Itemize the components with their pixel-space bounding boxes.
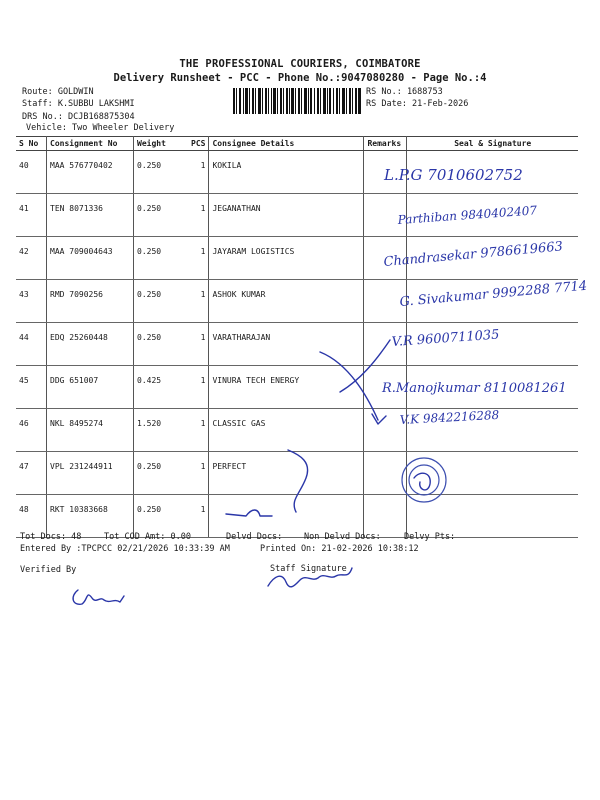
cell-consignment: RKT 10383668: [47, 495, 134, 538]
cell-consignee: ASHOK KUMAR: [209, 280, 364, 323]
cell-consignment: DDG 651007: [47, 366, 134, 409]
verified-by-signature: [73, 590, 124, 604]
cell-sno: 48: [16, 495, 47, 538]
cell-weight: 1.520: [134, 409, 189, 452]
vehicle-label: Vehicle: Two Wheeler Delivery: [26, 123, 175, 133]
cell-consignment: MAA 709004643: [47, 237, 134, 280]
cell-consignment: MAA 576770402: [47, 151, 134, 194]
cell-pcs: 1: [188, 151, 209, 194]
staff-signature-mark: [268, 568, 352, 587]
handwriting-row-42: Chandrasekar 9786619663: [383, 239, 564, 270]
cell-consignment: VPL 231244911: [47, 452, 134, 495]
tot-cod: Tot COD Amt: 0.00: [104, 532, 191, 542]
cell-sno: 45: [16, 366, 47, 409]
cell-consignee: JEGANATHAN: [209, 194, 364, 237]
cell-weight: 0.250: [134, 323, 189, 366]
handwriting-row-43: G. Sivakumar 9992288 7714: [399, 278, 588, 310]
cell-consignment: EDQ 25260448: [47, 323, 134, 366]
cell-weight: 0.250: [134, 194, 189, 237]
col-remarks: Remarks: [364, 137, 407, 151]
cell-pcs: 1: [188, 194, 209, 237]
cell-weight: 0.250: [134, 280, 189, 323]
cell-consignee: VINURA TECH ENERGY: [209, 366, 364, 409]
route-label: Route: GOLDWIN: [22, 87, 94, 97]
cell-pcs: 1: [188, 237, 209, 280]
col-weight: Weight: [134, 137, 189, 151]
runsheet-subtitle: Delivery Runsheet - PCC - Phone No.:9047080280 - Page No.:4: [113, 72, 487, 84]
cell-sno: 46: [16, 409, 47, 452]
handwritten-dash-signature: [226, 510, 272, 516]
col-seal-signature: Seal & Signature: [407, 137, 578, 151]
cell-pcs: 1: [188, 280, 209, 323]
cell-pcs: 1: [188, 452, 209, 495]
non-delvd-docs: Non Delvd Docs:: [304, 532, 381, 542]
col-consignee: Consignee Details: [209, 137, 364, 151]
cell-consignee: PERFECT: [209, 452, 364, 495]
cell-sno: 41: [16, 194, 47, 237]
delvd-docs: Delvd Docs:: [226, 532, 283, 542]
cell-weight: 0.250: [134, 495, 189, 538]
staff-signature-label: Staff Signature: [270, 564, 347, 574]
cell-consignment: RMD 7090256: [47, 280, 134, 323]
handwriting-row-46: R.Manojkumar 8110081261: [382, 381, 567, 396]
company-title: THE PROFESSIONAL COURIERS, COIMBATORE: [179, 58, 421, 70]
cell-consignee: KOKILA: [209, 151, 364, 194]
handwriting-row-44: V.R 9600711035: [391, 327, 500, 350]
cell-consignee: CLASSIC GAS: [209, 409, 364, 452]
entered-by: Entered By :TPCPCC 02/21/2026 10:33:39 AM: [20, 544, 230, 554]
drs-label: DRS No.: DCJB168875304: [22, 112, 135, 122]
cell-consignee: JAYARAM LOGISTICS: [209, 237, 364, 280]
seal-stamp: [402, 458, 446, 502]
cell-sno: 44: [16, 323, 47, 366]
printed-on: Printed On: 21-02-2026 10:38:12: [260, 544, 419, 554]
staff-label: Staff: K.SUBBU LAKSHMI: [22, 99, 135, 109]
cell-weight: 0.425: [134, 366, 189, 409]
cell-sno: 43: [16, 280, 47, 323]
handwritten-arrowhead: [372, 414, 386, 424]
cell-consignment: NKL 8495274: [47, 409, 134, 452]
cell-weight: 0.250: [134, 151, 189, 194]
handwriting-row-40: L.P.G 7010602752: [384, 166, 523, 184]
col-sno: S No: [16, 137, 47, 151]
rs-number: RS No.: 1688753: [366, 87, 443, 97]
cell-consignment: TEN 8071336: [47, 194, 134, 237]
delvy-pts: Delvy Pts:: [404, 532, 456, 542]
handwriting-row-41: Parthiban 9840402407: [397, 203, 538, 227]
rs-date: RS Date: 21-Feb-2026: [366, 99, 469, 109]
col-pcs: PCS: [188, 137, 209, 151]
cell-weight: 0.250: [134, 237, 189, 280]
verified-by-label: Verified By: [20, 565, 77, 575]
cell-pcs: 1: [188, 495, 209, 538]
tot-docs: Tot Docs: 48: [20, 532, 82, 542]
cell-sno: 40: [16, 151, 47, 194]
cell-pcs: 1: [188, 409, 209, 452]
cell-sno: 42: [16, 237, 47, 280]
cell-sno: 47: [16, 452, 47, 495]
handwriting-row-46-second: V.K 9842216288: [399, 407, 500, 427]
cell-consignee: VARATHARAJAN: [209, 323, 364, 366]
cell-pcs: 1: [188, 323, 209, 366]
handwritten-scribble: [288, 450, 308, 512]
cell-pcs: 1: [188, 366, 209, 409]
col-consignment: Consignment No: [47, 137, 134, 151]
cell-weight: 0.250: [134, 452, 189, 495]
